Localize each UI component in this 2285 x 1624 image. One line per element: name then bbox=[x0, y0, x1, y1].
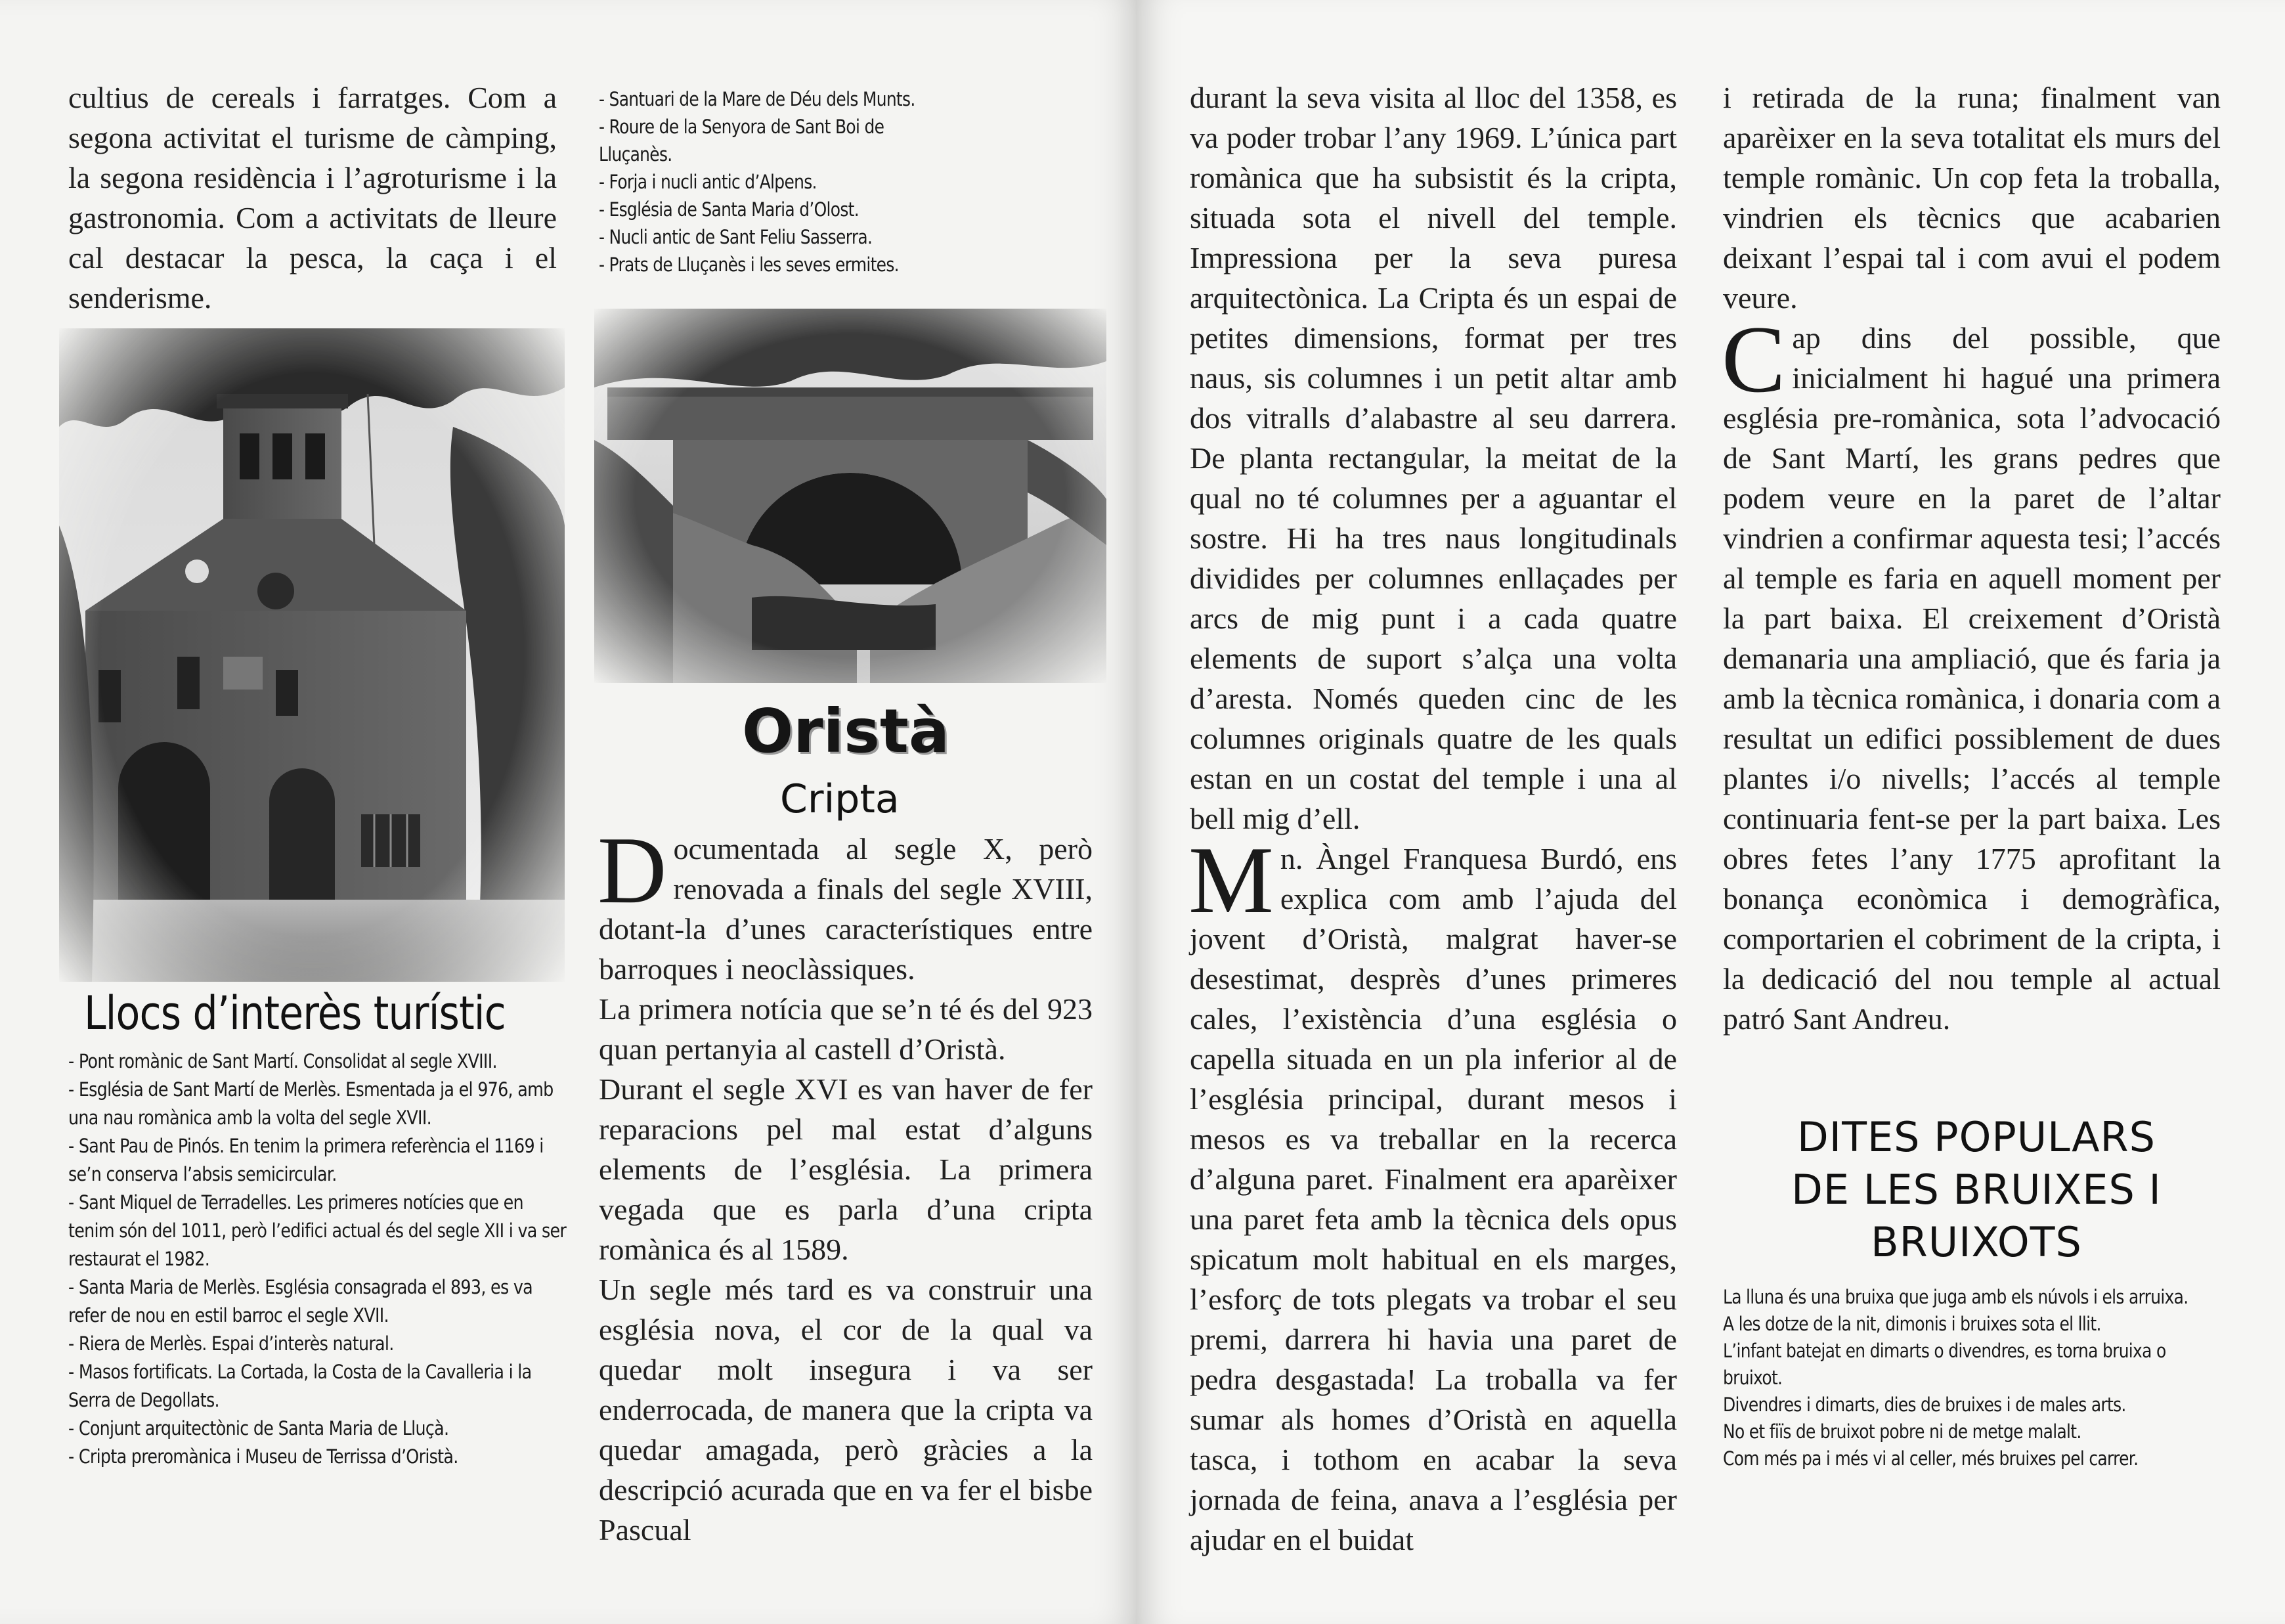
bridge-image bbox=[594, 309, 1106, 683]
list-item: - Nucli antic de Sant Feliu Sasserra. bbox=[599, 226, 873, 248]
list-item: Com més pa i més vi al celler, més bruixes pel carrer. bbox=[1723, 1447, 2139, 1470]
places-list bbox=[68, 1047, 568, 1471]
list-item: - Forja i nucli antic d’Alpens. bbox=[599, 171, 817, 193]
right-page bbox=[1136, 0, 2285, 1624]
list-item: - Pont romànic de Sant Martí. Consolidat al segle XVIII. bbox=[68, 1050, 497, 1072]
article-paragraph: Cap dins del possible, que inicialment hi hagué una primera església pre-romànica, sota l’advocació de Sant Martí, les grans pedres que podem veure en la paret de l’altar vindrien a confirmar aquesta tesi; l’accés al temple es faria en aquell moment per la part baixa. El creixement d’Oristà demanaria una ampliació, que és faria ja amb la tècnica romànica, i donaria com a resultat un edifici possiblement de dues plantes i/o nivells; l’accés al temple continuaria fent-se per la part baixa. Les obres fetes l’any 1775 aprofitant la bonança econòmica i demogràfica, comportarien el cobriment de la cripta, i la dedicació del nou temple al actual patró Sant Andreu. bbox=[1722, 306, 2221, 1036]
article-title: Oristà bbox=[742, 696, 949, 766]
list-item: - Prats de Lluçanès i les seves ermites. bbox=[599, 253, 899, 276]
sayings-heading-line: DITES POPULARS bbox=[1797, 1113, 2156, 1161]
dropcap: C bbox=[1722, 306, 1786, 412]
sayings-heading-line: BRUIXOTS bbox=[1871, 1218, 2082, 1266]
bridge-photo bbox=[594, 309, 1106, 683]
church-image bbox=[59, 328, 565, 982]
dropcap: M bbox=[1188, 827, 1274, 933]
list-item: - Masos fortificats. La Cortada, la Costa de la Cavalleria i la Serra de Degollats. bbox=[68, 1361, 532, 1411]
sayings-heading bbox=[1740, 1111, 2213, 1269]
list-item: A les dotze de la nit, dimonis i bruixes sota el llit. bbox=[1723, 1313, 2101, 1335]
article-first-paragraph: Documentada al segle X, però renovada a finals del segle XVIII, dotant-la d’unes característiques entre barroques i neoclàssiques. bbox=[598, 817, 1093, 986]
list-item: - Riera de Merlès. Espai d’interès natural. bbox=[68, 1332, 394, 1355]
dropcap: D bbox=[598, 817, 667, 923]
list-item: - Santa Maria de Merlès. Església consagrada el 893, es va refer de nou en estil barroc el segle XVII. bbox=[68, 1276, 533, 1327]
list-item: L’infant batejat en dimarts o divendres, es torna bruixa o bruixot. bbox=[1723, 1340, 2166, 1389]
article-paragraph: i retirada de la runa; finalment van aparèixer en la seva totalitat els murs del temple romànic. Un cop feta la troballa, vindrien els tècnics que acabarien deixant l’espai tal i com avui el podem veure. bbox=[1723, 81, 2221, 315]
list-item: - Sant Pau de Pinós. En tenim la primera referència el 1169 i se’n conserva l’absis semicircular. bbox=[68, 1135, 544, 1185]
list-item: No et fiïs de bruixot pobre ni de metge malalt. bbox=[1723, 1420, 2081, 1443]
list-item: - Conjunt arquitectònic de Santa Maria de Lluçà. bbox=[68, 1417, 449, 1439]
list-item: - Església de Santa Maria d’Olost. bbox=[599, 198, 860, 221]
article-body bbox=[598, 817, 1093, 1550]
right-column-2 bbox=[1723, 77, 2221, 1039]
church-photo bbox=[59, 328, 565, 982]
article-paragraph: Durant el segle XVI es van haver de fer reparacions pel mal estat d’alguns elements de l’església. La primera vegada que es parla d’una cripta romànica és al 1589. bbox=[599, 1072, 1093, 1266]
places-list-continued bbox=[599, 85, 960, 278]
article-subtitle: Cripta bbox=[780, 776, 900, 822]
article-paragraph: Un segle més tard es va construir una església nova, el cor de la qual va quedar molt insegura i va ser enderrocada, de manera que la cripta va quedar amagada, però gràcies a la descripció acurada que en va fer el bisbe Pascual bbox=[599, 1273, 1093, 1547]
right-column-1 bbox=[1190, 77, 1677, 1560]
list-item: - Santuari de la Mare de Déu dels Munts. bbox=[599, 88, 915, 110]
list-item: Divendres i dimarts, dies de bruixes i de males arts. bbox=[1723, 1394, 2126, 1416]
list-item: - Roure de la Senyora de Sant Boi de Lluçanès. bbox=[599, 116, 884, 165]
sayings-heading-line: DE LES BRUIXES I bbox=[1791, 1166, 2162, 1214]
article-paragraph: Mn. Àngel Franquesa Burdó, ens explica com amb l’ajuda del jovent d’Oristà, malgrat haver-se desestimat, desprès d’unes primeres cales, l’existència d’una església o capella situada en un pla inferior al de l’església principal, durant mesos i mesos es va treballar en la recerca d’alguna paret. Finalment era aparèixer una paret feta amb la tècnica dels opus spicatum molt habitual en els marges, l’esforç de tots plegats va trobar el seu premi, darrera hi havia una paret de pedra desgastada! La troballa va fer sumar als homes d’Oristà en aquella tasca, i tothom en acabar la seva jornada de feina, anava a l’església per ajudar en el buidat bbox=[1188, 827, 1677, 1556]
left-page bbox=[0, 0, 1136, 1624]
article-paragraph: La primera notícia que se’n té és del 923 quan pertanyia al castell d’Oristà. bbox=[599, 992, 1093, 1066]
sayings-list bbox=[1723, 1284, 2214, 1472]
list-item: - Cripta preromànica i Museu de Terrissa d’Oristà. bbox=[68, 1445, 458, 1468]
places-heading: Llocs d’interès turístic bbox=[84, 986, 506, 1040]
list-item: - Església de Sant Martí de Merlès. Esmentada ja el 976, amb una nau romànica amb la volta del segle XVII. bbox=[68, 1078, 554, 1129]
intro-paragraph: cultius de cereals i farratges. Com a segona activitat el turisme de càmping, la segona residència i l’agroturisme i la gastronomia. Com a activitats de lleure cal destacar la pesca, la caça i el senderisme. bbox=[68, 81, 557, 315]
list-item: La lluna és una bruixa que juga amb els núvols i els arruixa. bbox=[1723, 1286, 2188, 1308]
list-item: - Sant Miquel de Terradelles. Les primeres notícies que en tenim són del 1011, però l’edifici actual és del segle XII i va ser restaurat el 1982. bbox=[68, 1191, 567, 1270]
article-paragraph: durant la seva visita al lloc del 1358, es va poder trobar l’any 1969. L’única part romànica que ha subsistit és la cripta, situada sota el nivell del temple. Impressiona per la seva puresa arquitectònica. La Cripta és un espai de petites dimensions, format per tres naus, sis columnes i un petit altar amb dos vitralls d’alabastre al seu darrera. De planta rectangular, la meitat de la qual no té columnes per a aguantar el sostre. Hi ha tres naus longitudinals dividides per columnes enllaçades per arcs de mig punt i a cada quatre elements de suport s’alça una volta d’aresta. Només queden cinc de les columnes originals quatre de les quals estan en un costat del temple i una al bell mig d’ell. bbox=[1190, 81, 1677, 835]
